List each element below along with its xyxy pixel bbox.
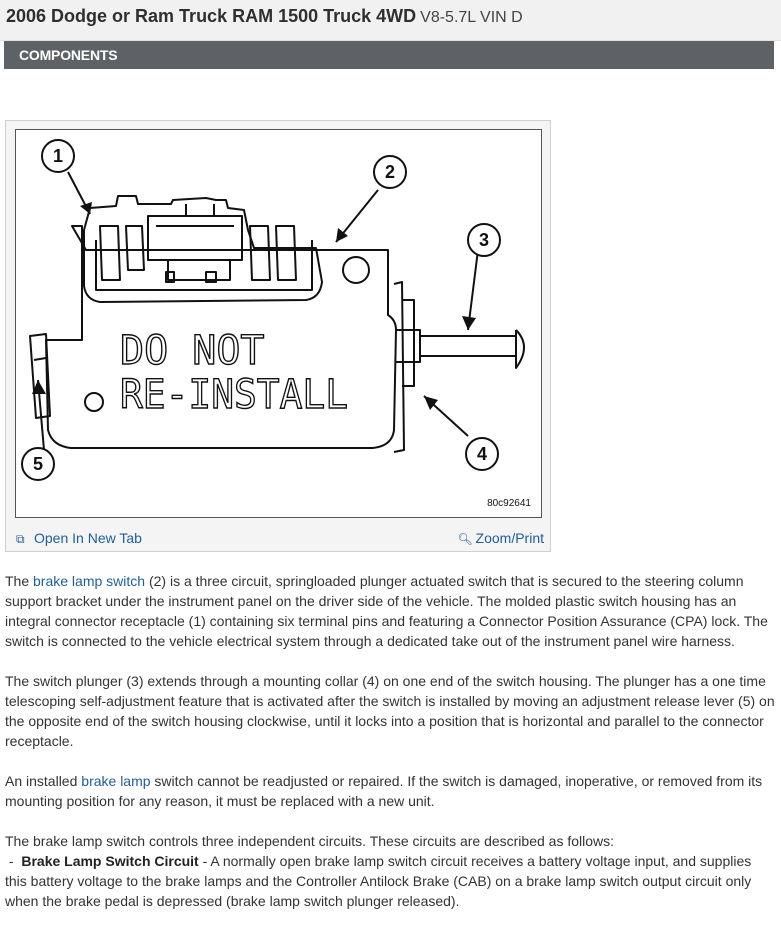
housing-text-line1: DO NOT <box>120 328 265 374</box>
figure-code: 80c92641 <box>487 498 531 509</box>
open-new-tab-icon: ⧉ <box>16 532 25 546</box>
article-body <box>5 571 775 911</box>
paragraph-1 <box>5 571 775 651</box>
p5-bullet: - <box>5 853 22 869</box>
p3-text-end: switch cannot be readjusted or repaired. If the switch is damaged, inoperative, or removed from its mounting position for any reason, it must be replaced with a new unit. <box>5 773 763 809</box>
page-header <box>0 0 781 41</box>
callout-5: 5 <box>32 454 44 474</box>
brake-lamp-switch-link[interactable]: brake lamp switch <box>33 573 146 589</box>
brake-lamp-link[interactable]: brake lamp <box>81 773 151 789</box>
diagram-drawing <box>16 130 541 517</box>
zoom-print-link[interactable] <box>458 530 544 546</box>
callout-1: 1 <box>52 146 64 166</box>
paragraph-5 <box>5 851 775 911</box>
vehicle-title <box>6 6 523 27</box>
zoom-magnifier-icon: 🔍︎ <box>457 532 473 546</box>
vehicle-name: 2006 Dodge or Ram Truck RAM 1500 Truck 4WD <box>6 6 417 26</box>
figure-actions <box>6 521 550 551</box>
callout-3: 3 <box>478 230 490 250</box>
switch-plunger <box>420 336 516 356</box>
callout-2: 2 <box>384 162 396 182</box>
section-heading: COMPONENTS <box>4 41 774 69</box>
zoom-print-label: Zoom/Print <box>475 530 544 546</box>
figure-panel <box>5 120 551 552</box>
brake-switch-diagram <box>15 129 542 518</box>
open-in-new-tab-link[interactable] <box>16 530 142 547</box>
housing-text-line2: RE-INSTALL <box>120 372 348 418</box>
paragraph-2: The switch plunger (3) extends through a mounting collar (4) on one end of the switch housing. The plunger has a one time telescoping self-adjustment feature that is activated after the switch is installed by moving an adjustment release lever (5) on the opposite end of the switch housing clockwise, until it locks into a position that is horizontal and parallel to the connector receptacle. <box>5 673 775 749</box>
engine-spec: V8-5.7L VIN D <box>420 9 523 26</box>
open-in-new-tab-label: Open In New Tab <box>34 530 142 546</box>
paragraph-4: The brake lamp switch controls three independent circuits. These circuits are described as follows: <box>5 833 615 849</box>
p1-text-end: (2) is a three circuit, springloaded plunger actuated switch that is secured to the steering column support bracket under the instrument panel on the driver side of the vehicle. The molded plastic switch housing has an integral connector receptacle (1) containing six terminal pins and featuring a Connector Position Assurance (CPA) lock. The switch is connected to the vehicle electrical system through a dedicated take out of the instrument panel wire harness. <box>5 573 768 649</box>
p3-text-start: An installed <box>5 773 82 789</box>
paragraph-3 <box>5 771 775 811</box>
brake-lamp-switch-circuit-term: Brake Lamp Switch Circuit <box>21 853 199 869</box>
p5-text-end: - A normally open brake lamp switch circuit receives a battery voltage input, and supplies this battery voltage to the brake lamps and the Controller Antilock Brake (CAB) on a brake lamp switch output circuit only when the brake pedal is depressed (brake lamp switch plunger released). <box>5 853 752 909</box>
mounting-hole <box>343 257 369 283</box>
p1-text-start: The <box>5 573 34 589</box>
callout-4: 4 <box>476 444 488 464</box>
